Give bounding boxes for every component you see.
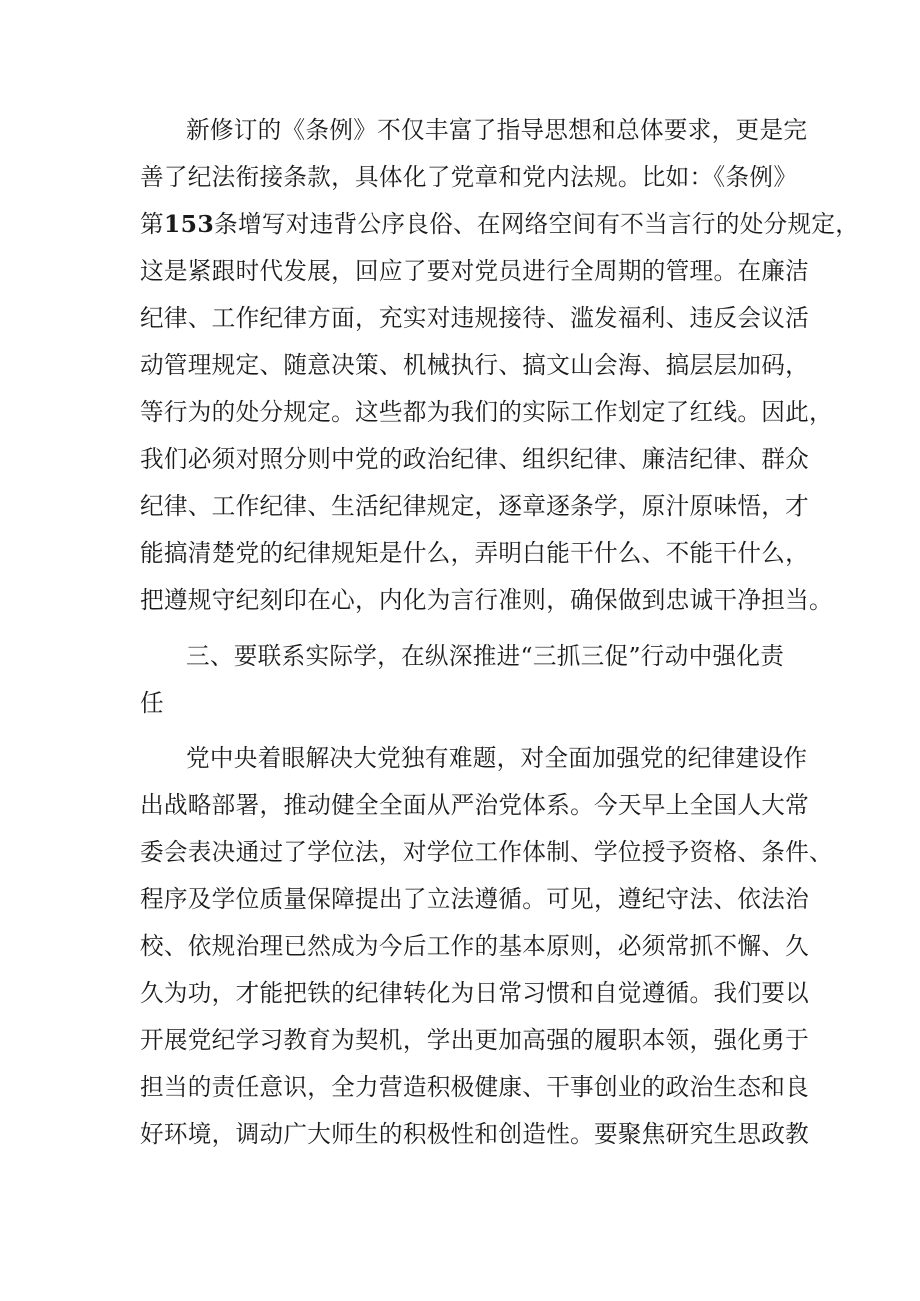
paragraph-1-line-8: 我们必须对照分则中党的政治纪律、组织纪律、廉洁纪律、群众: [140, 445, 810, 473]
paragraph-2-line-7: 开展党纪学习教育为契机，学出更加高强的履职本领，强化勇于: [140, 1026, 810, 1054]
paragraph-2-line-6: 久为功，才能把铁的纪律转化为日常习惯和自觉遵循。我们要以: [140, 979, 810, 1007]
paragraph-1-line-1: 新修订的《条例》不仅丰富了指导思想和总体要求，更是完: [186, 116, 808, 144]
paragraph-1-line-6: 动管理规定、随意决策、机械执行、搞文山会海、搞层层加码，: [140, 351, 810, 379]
paragraph-1-line-10: 能搞清楚党的纪律规矩是什么，弄明白能干什么、不能干什么，: [140, 539, 810, 567]
paragraph-1-line-4: 这是紧跟时代发展，回应了要对党员进行全周期的管理。在廉洁: [140, 257, 810, 285]
paragraph-2-line-1: 党中央着眼解决大党独有难题，对全面加强党的纪律建设作: [186, 744, 808, 772]
article-number: 153: [163, 210, 215, 238]
paragraph-2-line-4: 程序及学位质量保障提出了立法遵循。可见，遵纪守法、依法治: [140, 885, 810, 913]
paragraph-2-line-8: 担当的责任意识，全力营造积极健康、干事创业的政治生态和良: [140, 1073, 810, 1101]
paragraph-2-line-2: 出战略部署，推动健全全面从严治党体系。今天早上全国人大常: [140, 791, 810, 819]
paragraph-1-line-5: 纪律、工作纪律方面，充实对违规接待、滥发福利、违反会议活: [140, 304, 810, 332]
paragraph-1-line-9: 纪律、工作纪律、生活纪律规定，逐章逐条学，原汁原味悟，才: [140, 492, 810, 520]
section-heading-line-1: 三、要联系实际学，在纵深推进“三抓三促”行动中强化责: [186, 642, 785, 670]
paragraph-1-line-7: 等行为的处分规定。这些都为我们的实际工作划定了红线。因此，: [140, 398, 833, 426]
paragraph-1-line-11: 把遵规守纪刻印在心，内化为言行准则，确保做到忠诚干净担当。: [140, 586, 833, 614]
paragraph-1-line-3: 第153条增写对违背公序良俗、在网络空间有不当言行的处分规定，: [140, 210, 860, 238]
section-heading-line-2: 任: [140, 689, 164, 717]
paragraph-2-line-9: 好环境，调动广大师生的积极性和创造性。要聚焦研究生思政教: [140, 1120, 810, 1148]
paragraph-1-line-2: 善了纪法衔接条款，具体化了党章和党内法规。比如：《条例》: [140, 163, 798, 191]
paragraph-2-line-3: 委会表决通过了学位法，对学位工作体制、学位授予资格、条件、: [140, 838, 833, 866]
paragraph-2-line-5: 校、依规治理已然成为今后工作的基本原则，必须常抓不懈、久: [140, 932, 810, 960]
